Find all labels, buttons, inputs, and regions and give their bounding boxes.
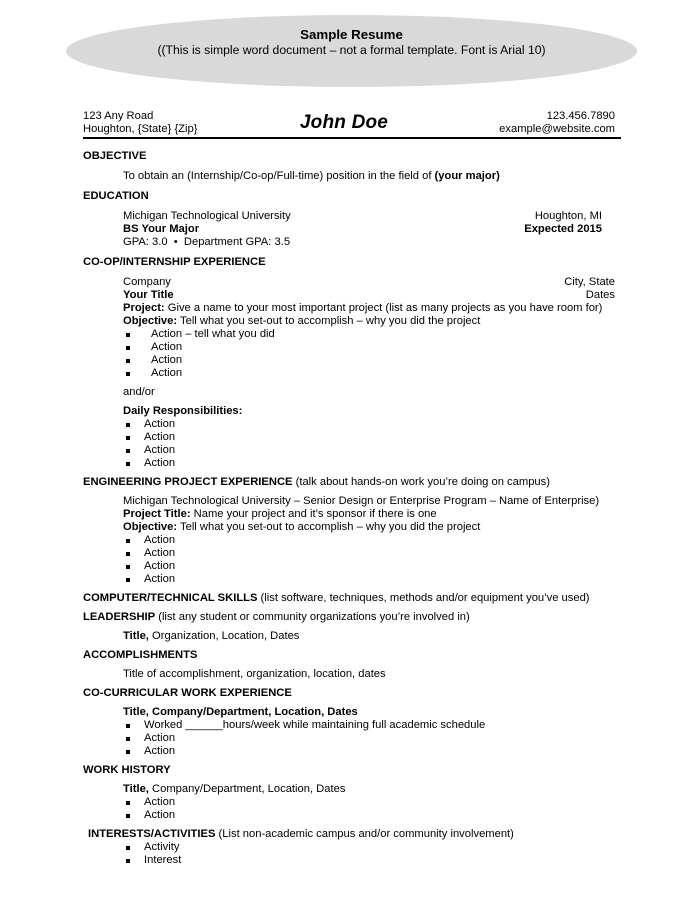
project-label: Project: — [123, 302, 165, 314]
list-item: Action — [83, 354, 618, 367]
school-location: Houghton, MI — [534, 210, 602, 222]
section-heading-cocurricular: CO-CURRICULAR WORK EXPERIENCE — [83, 687, 292, 699]
contact-block — [499, 110, 615, 136]
address-line-1: 123 Any Road — [83, 110, 154, 122]
skills-note: (list software, techniques, methods and/or equipment you’ve used) — [257, 592, 590, 604]
objective-text — [83, 170, 618, 183]
coop-company-row — [83, 276, 618, 289]
interests-heading-text: INTERESTS/ACTIVITIES — [88, 828, 216, 840]
daily-action-list — [83, 418, 618, 470]
list-item: Action — [83, 457, 618, 470]
school-name: Michigan Technological University — [123, 210, 291, 222]
phone: 123.456.7890 — [546, 110, 615, 122]
objective-label: Objective: — [123, 315, 178, 327]
company-location: City, State — [564, 276, 615, 288]
list-item: Action — [83, 560, 618, 573]
list-item: Action – tell what you did — [83, 328, 618, 341]
degree: BS Your Major — [123, 223, 200, 235]
engineering-heading-text: ENGINEERING PROJECT EXPERIENCE — [83, 476, 293, 488]
list-item: Action — [83, 431, 618, 444]
leadership-entry — [83, 630, 618, 643]
daily-responsibilities-label: Daily Responsibilities: — [123, 405, 243, 417]
resume-body — [83, 150, 618, 867]
list-item: Action — [83, 573, 618, 586]
work-history-action-list — [83, 796, 618, 822]
project-text: Give a name to your most important project (list as many projects as you have room for) — [164, 302, 603, 314]
section-heading-leadership — [83, 611, 618, 624]
job-dates: Dates — [585, 289, 615, 301]
list-item: Activity — [83, 841, 618, 854]
job-title: Your Title — [123, 289, 174, 301]
section-heading-work-history: WORK HISTORY — [83, 764, 171, 776]
coop-title-row — [83, 289, 618, 302]
leadership-note: (list any student or community organizations you’re involved in) — [155, 611, 470, 623]
section-heading-coop: CO-OP/INTERNSHIP EXPERIENCE — [83, 256, 266, 268]
list-item: Action — [83, 534, 618, 547]
objective-detail: Tell what you set-out to accomplish – why you did the project — [177, 521, 481, 533]
engineering-org: Michigan Technological University – Senior Design or Enterprise Program – Name of Enterprise) — [123, 495, 600, 507]
leadership-entry-title: Title, — [123, 630, 149, 642]
education-degree-row — [83, 223, 618, 236]
cocurricular-action-list — [83, 719, 618, 758]
objective-major: (your major) — [434, 170, 500, 182]
list-item: Action — [83, 796, 618, 809]
banner-subtitle: ((This is simple word document – not a formal template. Font is Arial 10) — [157, 43, 546, 57]
section-heading-interests — [83, 828, 618, 841]
address-line-2: Houghton, {State} {Zip} — [83, 123, 198, 135]
section-heading-accomplishments: ACCOMPLISHMENTS — [83, 649, 198, 661]
resume-header — [83, 110, 621, 139]
leadership-entry-detail: Organization, Location, Dates — [148, 630, 300, 642]
accomplishment-entry: Title of accomplishment, organization, location, dates — [123, 668, 386, 680]
coop-objective — [83, 315, 618, 328]
list-item: Worked ______hours/week while maintaining full academic schedule — [83, 719, 618, 732]
work-history-entry — [83, 783, 618, 796]
leadership-heading-text: LEADERSHIP — [83, 611, 156, 623]
work-history-title: Title, — [123, 783, 149, 795]
interests-list — [83, 841, 618, 867]
objective-label: Objective: — [123, 521, 178, 533]
and-or-text: and/or — [123, 386, 155, 398]
title-banner — [66, 15, 637, 87]
expected-graduation: Expected 2015 — [524, 223, 602, 235]
list-item: Action — [83, 418, 618, 431]
objective-detail: Tell what you set-out to accomplish – why you did the project — [177, 315, 481, 327]
banner-title: Sample Resume — [300, 27, 403, 42]
email: example@website.com — [499, 123, 615, 135]
section-heading-engineering — [83, 476, 618, 489]
coop-project — [83, 302, 618, 315]
section-heading-objective: OBJECTIVE — [83, 150, 147, 162]
work-history-detail: Company/Department, Location, Dates — [148, 783, 346, 795]
coop-action-list — [83, 328, 618, 380]
list-item: Action — [83, 367, 618, 380]
section-heading-skills — [83, 592, 618, 605]
list-item: Action — [83, 547, 618, 560]
list-item: Action — [83, 732, 618, 745]
education-school-row — [83, 210, 618, 223]
engineering-objective — [83, 521, 618, 534]
gpa: GPA: 3.0 • Department GPA: 3.5 — [123, 236, 291, 248]
cocurricular-entry: Title, Company/Department, Location, Dates — [123, 706, 358, 718]
section-heading-education: EDUCATION — [83, 190, 149, 202]
project-title-text: Name your project and it’s sponsor if there is one — [190, 508, 437, 520]
engineering-project-title — [83, 508, 618, 521]
list-item: Action — [83, 444, 618, 457]
objective-text-prefix: To obtain an (Internship/Co-op/Full-time) position in the field of — [123, 170, 435, 182]
engineering-action-list — [83, 534, 618, 586]
list-item: Action — [83, 745, 618, 758]
candidate-name: John Doe — [299, 112, 389, 133]
company: Company — [123, 276, 171, 288]
engineering-note: (talk about hands-on work you’re doing on campus) — [292, 476, 550, 488]
skills-heading-text: COMPUTER/TECHNICAL SKILLS — [83, 592, 258, 604]
list-item: Interest — [83, 854, 618, 867]
interests-note: (List non-academic campus and/or community involvement) — [215, 828, 514, 840]
list-item: Action — [83, 341, 618, 354]
project-title-label: Project Title: — [123, 508, 191, 520]
list-item: Action — [83, 809, 618, 822]
